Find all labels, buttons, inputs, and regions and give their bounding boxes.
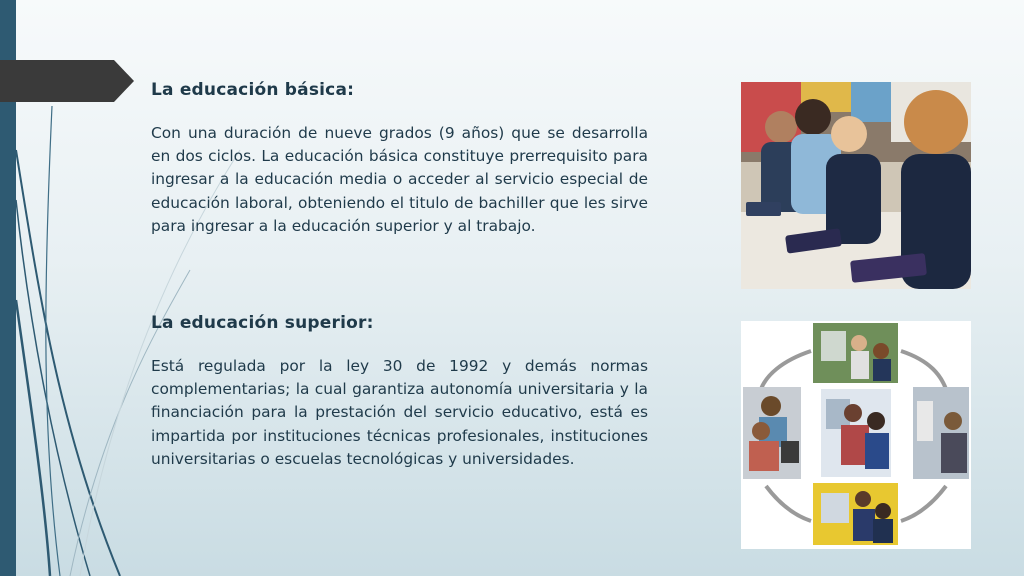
- section-body: Está regulada por la ley 30 de 1992 y demás normas complementarias; la cual garantiza autonomía universitaria y la financiación para la prestación del servicio educativo, está es impartida por instituciones técnicas profesionales, instituciones universitarias o escuelas tecnológicas y universidades.: [151, 357, 648, 468]
- section-higher-education: [151, 313, 648, 471]
- section-basic-education: [151, 80, 648, 238]
- section-body: Con una duración de nueve grados (9 años) que se desarrolla en dos ciclos. La educación básica constituye prerrequisito para ingresar a la educación media o acceder al servicio especial de educación laboral, obteniendo el titulo de bachiller que les sirve para ingresar a la educación superior y al trabajo.: [151, 124, 648, 235]
- title-tab-shape: [0, 60, 134, 102]
- section-heading: La educación básica:: [151, 80, 355, 100]
- children-with-tablets-photo: [741, 82, 971, 289]
- students-computers-cycle-diagram: [741, 321, 971, 549]
- section-heading: La educación superior:: [151, 313, 374, 333]
